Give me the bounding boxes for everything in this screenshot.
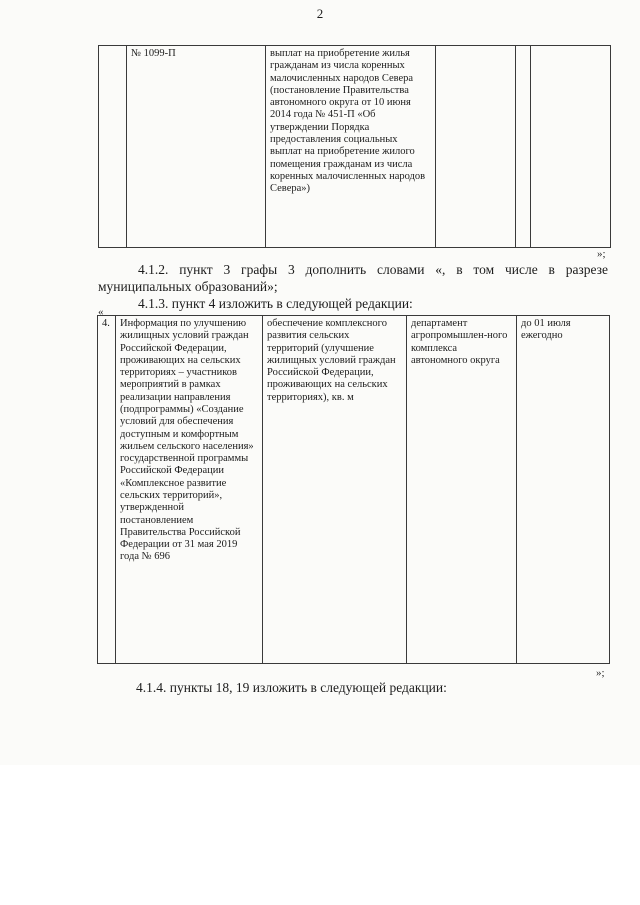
table-cell — [99, 46, 127, 248]
table-row — [98, 316, 610, 664]
page-number: 2 — [316, 6, 324, 21]
paragraph-4-1-2: 4.1.2. пункт 3 графы 3 дополнить словами «, в том числе в разрезе — [138, 262, 608, 277]
deadline-cell: до 01 июля ежегодно — [517, 316, 610, 664]
responsible-cell: департамент агропромышлен-ного комплекса автономного округа — [407, 316, 517, 664]
paragraph-4-1-4: 4.1.4. пункты 18, 19 изложить в следующей редакции: — [136, 680, 447, 695]
open-quote: « — [98, 306, 104, 318]
paragraph-4-1-3: 4.1.3. пункт 4 изложить в следующей редакции: — [138, 296, 413, 311]
table-cell: выплат на приобретение жилья гражданам из числа коренных малочисленных народов Севера (постановление Правительства автономного округа от 10 июня 2014 года № 451-П «Об утверждении Порядка предоставления социальных выплат на приобретение жилого помещения гражданам из числа коренных малочисленных народов Севера») — [266, 46, 436, 248]
table-cell: № 1099-П — [127, 46, 266, 248]
table-cell — [531, 46, 611, 248]
table-row — [99, 46, 611, 248]
indicator-cell: Информация по улучшению жилищных условий граждан Российской Федерации, проживающих на сельских территориях – участников мероприятий в рамках реализации направления (подпрограммы) «Создание условий для обеспечения доступным и комфортным жильем сельского населения» государственной программы Российской Федерации «Комплексное развитие сельских территорий», утвержденной постановлением Правительства Российской Федерации от 31 мая 2019 года № 696 — [116, 316, 263, 664]
row-number-cell: 4. — [98, 316, 116, 664]
closing-quote: »; — [596, 667, 605, 679]
paragraph-4-1-2-cont: муниципальных образований»; — [98, 279, 278, 294]
table-cell — [436, 46, 516, 248]
table-cell — [516, 46, 531, 248]
closing-quote: »; — [597, 248, 606, 260]
goal-cell: обеспечение комплексного развития сельских территорий (улучшение жилищных условий граждан Российской Федерации, проживающих на сельских территориях), кв. м — [263, 316, 407, 664]
indicator-table — [97, 315, 610, 664]
table-continuation — [98, 45, 611, 248]
